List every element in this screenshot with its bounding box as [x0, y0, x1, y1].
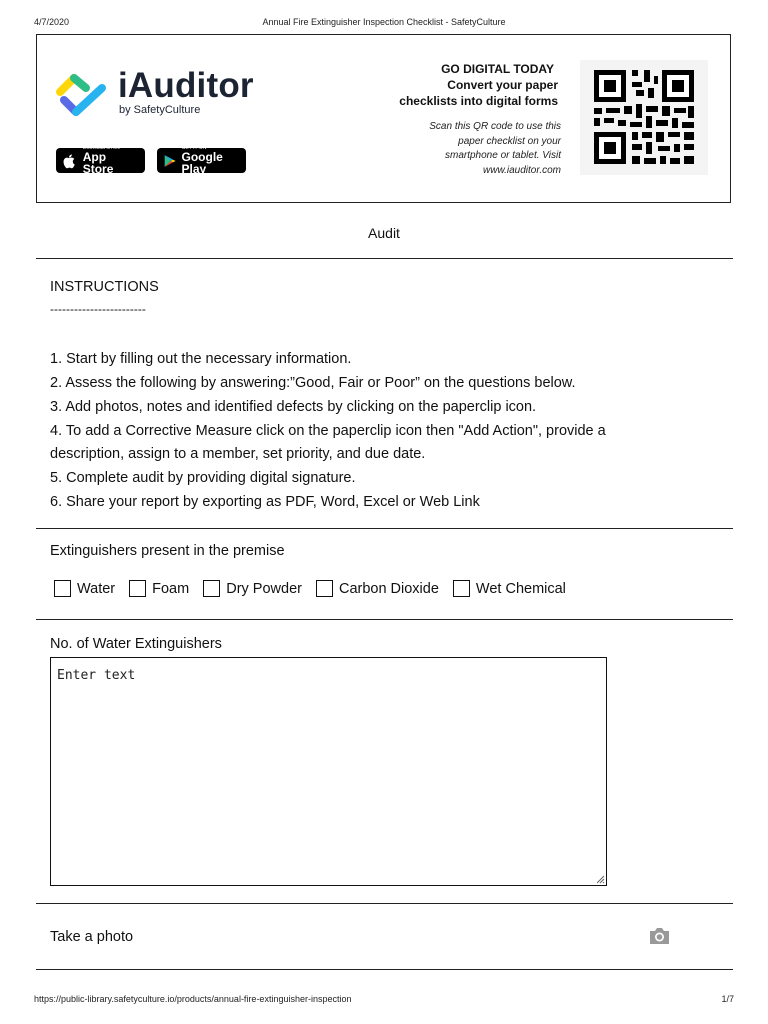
- extinguisher-options: [54, 580, 580, 597]
- checkbox[interactable]: [316, 580, 333, 597]
- app-store-badge[interactable]: [56, 145, 145, 176]
- promo-headline-2: Convert your paper: [447, 78, 558, 92]
- promo-note-3: smartphone or tablet. Visit: [445, 150, 561, 161]
- app-store-big: App Store: [82, 150, 114, 176]
- page-number: 1/7: [721, 994, 734, 1004]
- checkbox[interactable]: [129, 580, 146, 597]
- divider: [36, 969, 733, 970]
- option-dry-powder[interactable]: [203, 580, 302, 597]
- option-label: Wet Chemical: [475, 580, 566, 597]
- take-photo-label: Take a photo: [50, 929, 134, 945]
- instruction-line-5: description, assign to a member, set priority, and due date.: [50, 446, 426, 462]
- instruction-line-2: 2. Assess the following by answering:”Good, Fair or Poor” on the questions below.: [50, 375, 576, 391]
- promo-note-1: Scan this QR code to use this: [429, 121, 561, 132]
- checkbox[interactable]: [453, 580, 470, 597]
- instruction-line-7: 6. Share your report by exporting as PDF, Word, Excel or Web Link: [50, 494, 480, 510]
- promo-note-2: paper checklist on your: [458, 135, 561, 147]
- section-title: Audit: [368, 225, 400, 241]
- promo-headline: [399, 61, 558, 109]
- google-play-big: Google Play: [181, 150, 223, 176]
- option-label: Water: [77, 580, 116, 597]
- print-url: https://public-library.safetyculture.io/products/annual-fire-extinguisher-inspection: [34, 994, 352, 1004]
- google-play-icon: [163, 153, 177, 169]
- brand-name: iAuditor: [118, 66, 254, 105]
- water-count-input[interactable]: [50, 657, 607, 886]
- option-label: Dry Powder: [226, 580, 302, 597]
- divider: [36, 258, 733, 259]
- option-foam[interactable]: [129, 580, 189, 597]
- instruction-line-6: 5. Complete audit by providing digital signature.: [50, 470, 356, 486]
- brand-subtitle: by SafetyCulture: [119, 104, 201, 116]
- instruction-line-3: 3. Add photos, notes and identified defects by clicking on the paperclip icon.: [50, 399, 537, 415]
- google-play-badge[interactable]: [157, 145, 246, 176]
- instruction-line-4: 4. To add a Corrective Measure click on the paperclip icon then "Add Action", provide a: [50, 423, 606, 439]
- extinguishers-question: Extinguishers present in the premise: [50, 543, 285, 559]
- water-count-label: No. of Water Extinguishers: [50, 636, 222, 652]
- option-label: Carbon Dioxide: [338, 580, 439, 597]
- instructions-rule: ------------------------: [50, 302, 146, 316]
- app-store-small: Download on the: [82, 145, 121, 151]
- option-water[interactable]: [54, 580, 115, 597]
- instruction-line-1: 1. Start by filling out the necessary information.: [50, 351, 352, 367]
- resize-grip-icon[interactable]: [595, 874, 605, 884]
- print-date: 4/7/2020: [34, 17, 70, 27]
- google-play-small: GET IT ON: [181, 145, 207, 151]
- divider: [36, 528, 733, 529]
- option-wet-chemical[interactable]: [453, 580, 566, 597]
- qr-code-icon: [580, 60, 708, 175]
- divider: [36, 619, 733, 620]
- option-label: Foam: [152, 580, 190, 597]
- divider: [36, 903, 733, 904]
- promo-note-4: www.iauditor.com: [483, 164, 561, 176]
- option-carbon-dioxide[interactable]: [316, 580, 439, 597]
- print-title: Annual Fire Extinguisher Inspection Checklist - SafetyCulture: [262, 17, 506, 27]
- promo-note: [391, 120, 561, 178]
- promo-headline-3: checklists into digital forms: [399, 94, 558, 108]
- iauditor-logo-icon: [56, 70, 108, 122]
- input-placeholder: Enter text: [57, 668, 136, 683]
- checkbox[interactable]: [203, 580, 220, 597]
- camera-icon[interactable]: [648, 926, 671, 946]
- apple-icon: [62, 153, 78, 169]
- promo-headline-1: GO DIGITAL TODAY: [441, 62, 554, 76]
- checkbox[interactable]: [54, 580, 71, 597]
- instructions-heading: INSTRUCTIONS: [50, 279, 159, 295]
